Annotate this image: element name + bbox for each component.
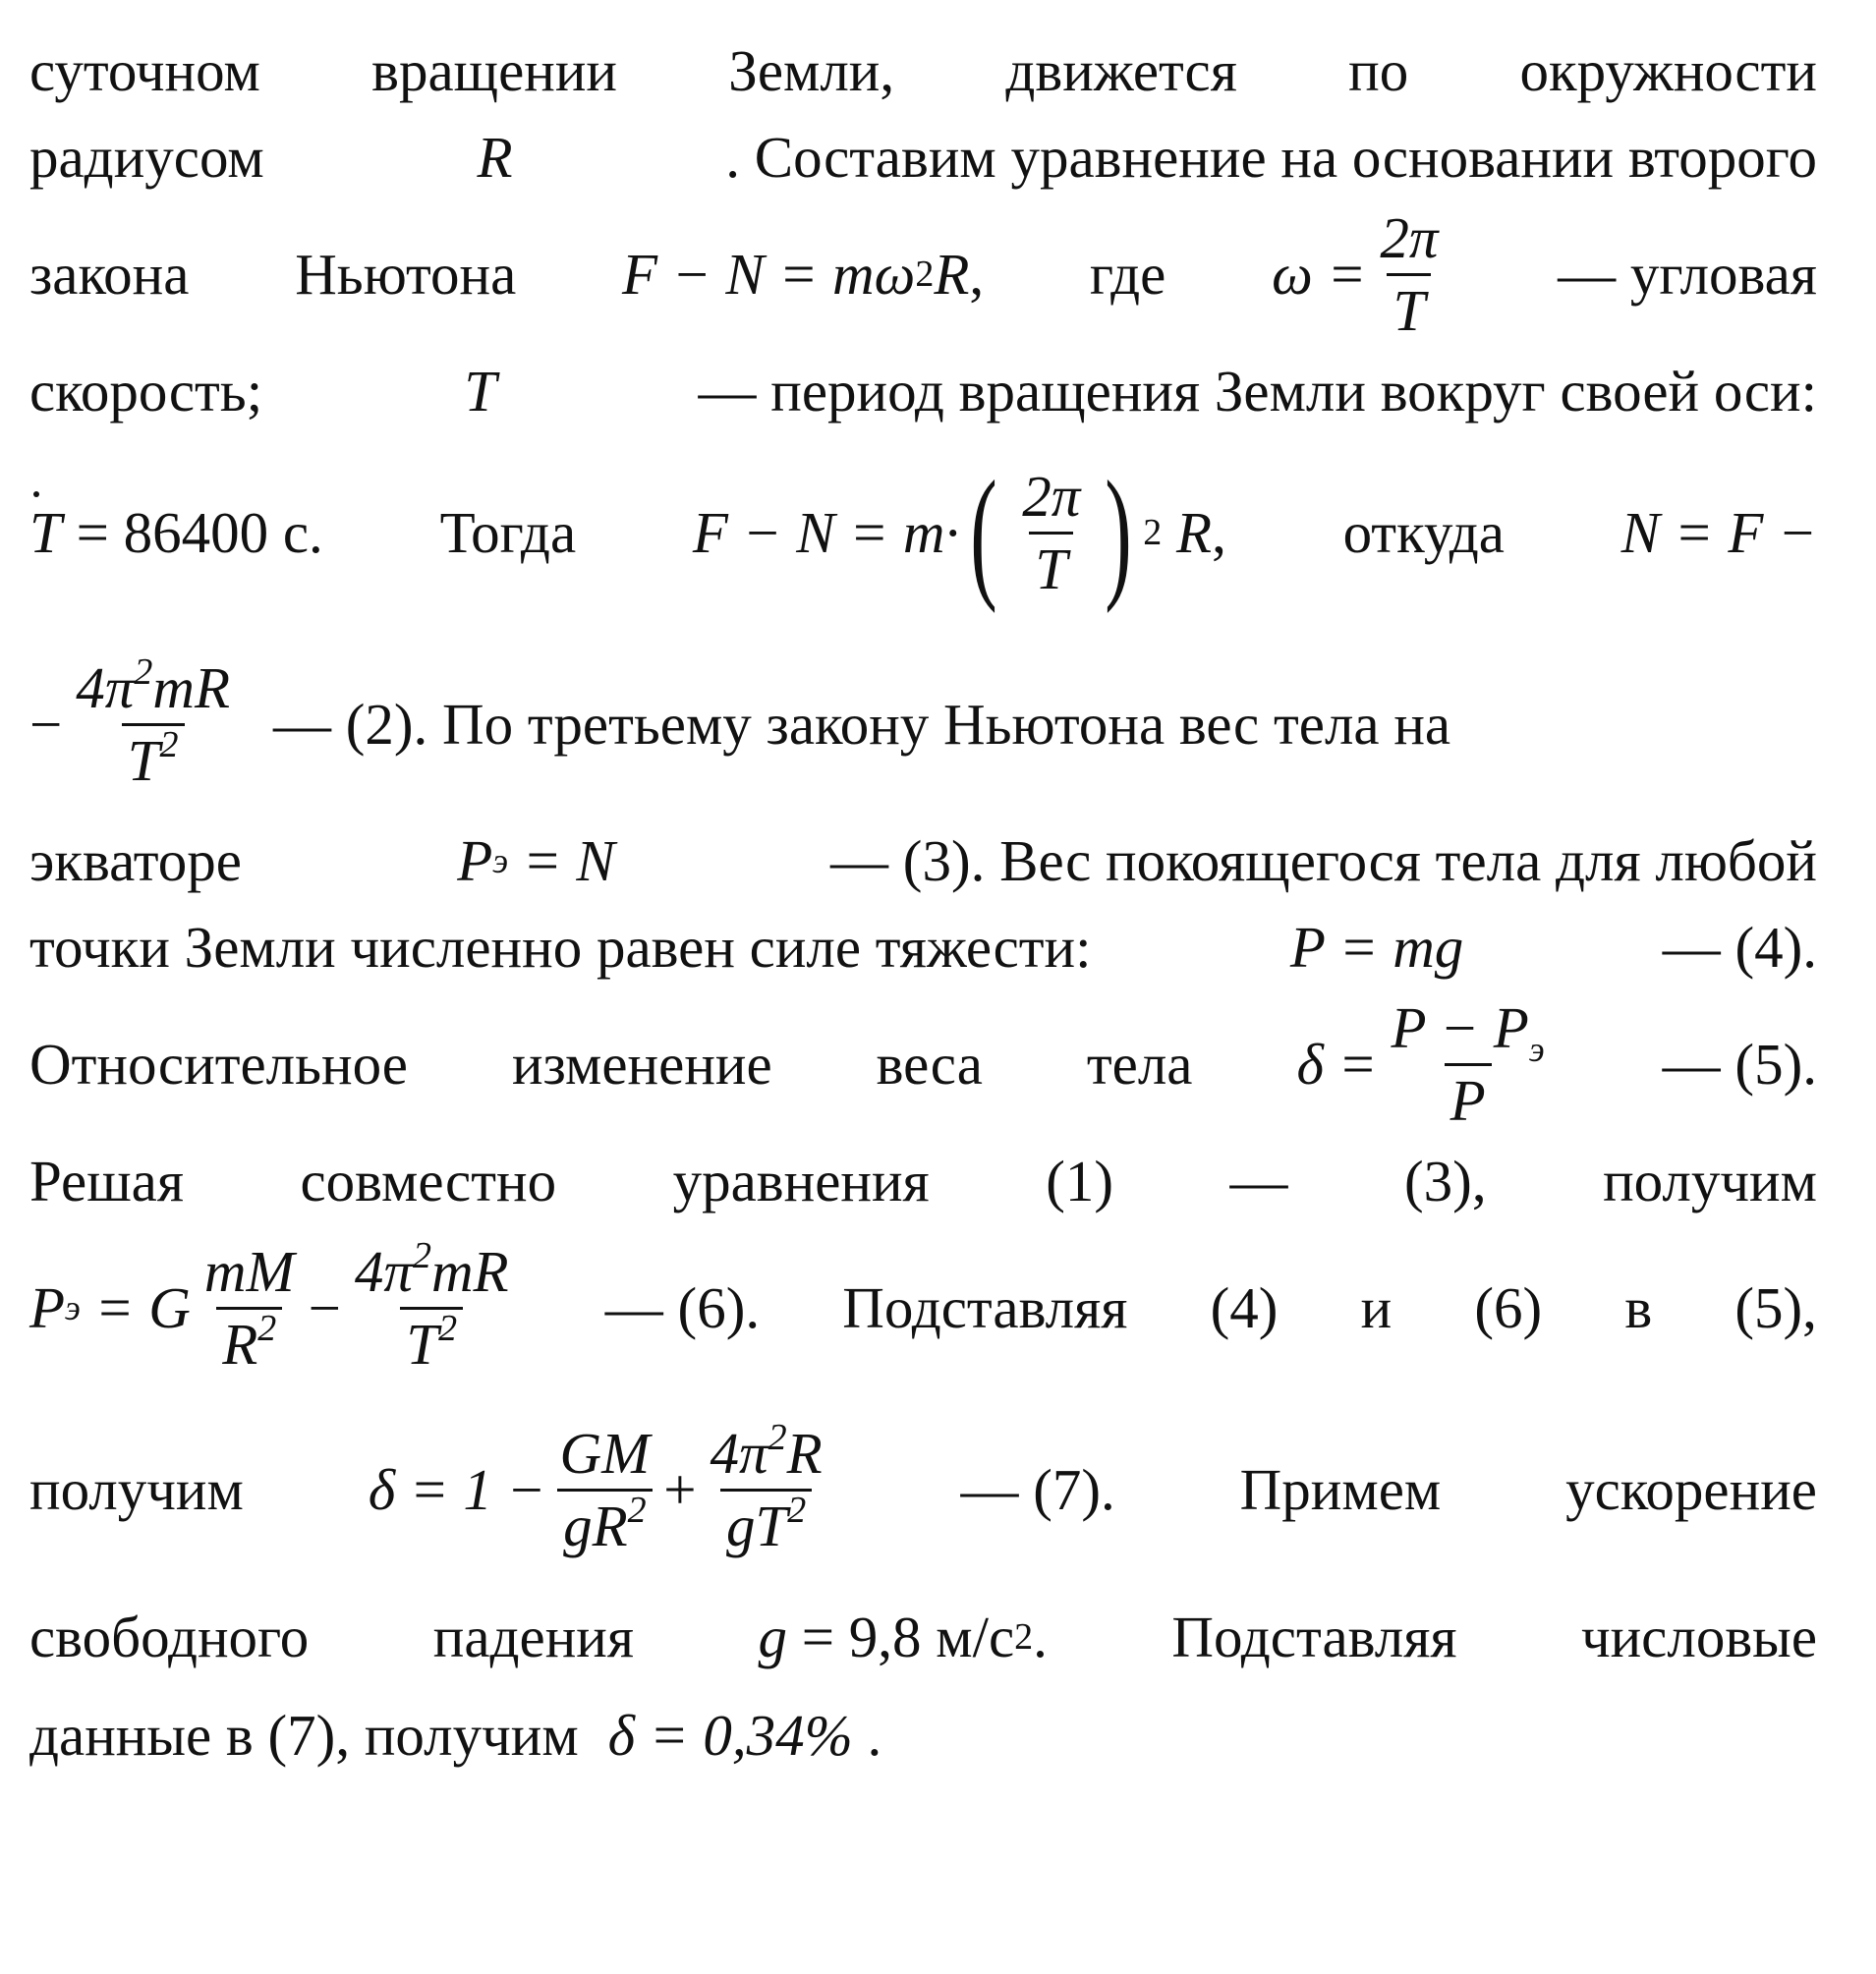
denominator: T (1387, 273, 1431, 340)
text-run: — (3). Вес покоящегося тела для любой (830, 827, 1817, 893)
numerator (705, 1416, 828, 1489)
stray-dot (33, 491, 39, 497)
formula-part: 4π (710, 1420, 768, 1486)
superscript: 2 (159, 723, 179, 765)
word: где (1089, 241, 1166, 307)
numerator (1385, 994, 1550, 1069)
word: получим (29, 1456, 244, 1522)
word: изменение (511, 1031, 772, 1097)
word: экваторе (29, 827, 242, 893)
text-run: . Составим уравнение на основании второго (725, 124, 1817, 190)
formula-part: R (786, 1420, 823, 1486)
text-run: — (2). По третьему закону Ньютона вес тела на (273, 691, 1451, 757)
word: (1) (1046, 1148, 1113, 1213)
formula-part: = 86400 (76, 499, 269, 565)
text-line-10 (29, 1138, 1817, 1224)
denominator: P (1445, 1063, 1492, 1130)
formula-part: N = F − (1620, 499, 1817, 565)
formula-part: δ = 1 − (368, 1456, 546, 1522)
numerator: GM (559, 1420, 651, 1486)
formula-part: δ = (1296, 1031, 1378, 1097)
word: (4) (1210, 1274, 1279, 1340)
text-line-3 (29, 200, 1817, 348)
fraction (1374, 204, 1444, 343)
formula-part: = N (522, 827, 615, 893)
word: числовые (1580, 1604, 1817, 1669)
minus-sign: − (308, 1274, 341, 1340)
fraction (349, 1234, 515, 1377)
superscript: 2 (787, 1489, 807, 1531)
fraction (1016, 463, 1086, 601)
unit: с. (282, 499, 323, 565)
punct: , (1212, 499, 1226, 565)
denominator (400, 1307, 463, 1377)
period-formula (29, 499, 323, 565)
text-line-6 (29, 631, 1817, 818)
formula-part: F − N = m· (692, 499, 960, 565)
word: по (1348, 37, 1409, 103)
normal-force-formula (29, 650, 244, 793)
word: — (1229, 1148, 1288, 1213)
math-var: P (457, 827, 493, 893)
word: — (6). (604, 1274, 761, 1340)
text-line-4 (29, 348, 1817, 434)
math-var: P (29, 1274, 66, 1340)
centripetal-formula (692, 451, 1226, 614)
formula-part: gR (563, 1493, 628, 1558)
result-formula (607, 1702, 882, 1768)
word: уравнения (672, 1148, 930, 1213)
formula-part: T (406, 1311, 439, 1377)
text-line-5 (29, 434, 1817, 631)
text-line-9 (29, 990, 1817, 1138)
numerator: 2π (1380, 204, 1439, 270)
text-line-7 (29, 818, 1817, 904)
formula-part: mR (430, 1238, 509, 1304)
minus-sign: − (29, 691, 63, 757)
gravity-weight-formula: P = mg (1289, 914, 1464, 980)
fraction (199, 1238, 301, 1377)
delta-expanded-formula (368, 1416, 836, 1558)
superscript: 2 (257, 1307, 277, 1349)
word: совместно (300, 1148, 557, 1213)
numerator: mM (203, 1238, 295, 1304)
math-var: T (29, 499, 62, 565)
word: Земли, (728, 37, 895, 103)
text-run: — (5). (1662, 1031, 1817, 1097)
text-run: — (4). (1662, 914, 1817, 980)
word: (5), (1734, 1274, 1817, 1340)
parenthesized-fraction: ( $\frac{2\pi}{T}$ ) 2 (970, 451, 1163, 614)
word: Подставляя (1171, 1604, 1457, 1669)
text-run: точки Земли численно равен силе тяжести: (29, 914, 1092, 980)
formula-part: R (934, 241, 970, 307)
punct: . (1033, 1604, 1048, 1669)
denominator (122, 723, 185, 793)
subscript: э (1528, 1029, 1545, 1069)
text-line-2 (29, 114, 1817, 200)
word: падения (432, 1604, 635, 1669)
left-paren: ( (970, 451, 998, 614)
newton-second-law-formula: F − N = mω 2 R , (622, 241, 985, 307)
superscript: 2 (627, 1489, 647, 1531)
fraction (70, 650, 236, 793)
word: Подставляя (842, 1274, 1128, 1340)
right-paren: ) (1105, 451, 1133, 614)
text-line-8 (29, 904, 1817, 990)
superscript: 2 (767, 1416, 787, 1458)
angular-velocity-formula (1272, 204, 1451, 343)
word: Ньютона (295, 241, 517, 307)
word: радиусом (29, 124, 264, 190)
word: и (1360, 1274, 1393, 1340)
fraction (554, 1420, 656, 1558)
word: вращении (371, 37, 618, 103)
formula-part: P − P (1391, 994, 1529, 1060)
equator-weight-expanded-formula: P э = G $\frac{mM}{R^2}$ − $\frac{4\pi^2mR}{T^2}$ (29, 1243, 523, 1374)
equator-weight-formula: P э = N (457, 827, 615, 893)
word: суточном (29, 37, 260, 103)
plus-sign: + (663, 1456, 697, 1522)
formula-part: = 9,8 м/с (801, 1604, 1015, 1669)
text-line-14 (29, 1686, 1817, 1784)
word: окружности (1519, 37, 1817, 103)
word: Тогда (439, 499, 577, 565)
word: Решая (29, 1148, 184, 1213)
denominator (216, 1307, 282, 1377)
text-line-13 (29, 1588, 1817, 1686)
gravity-acceleration-value: g = 9,8 м/с 2 . (758, 1604, 1048, 1669)
numerator (70, 650, 236, 723)
text-run: — угловая (1558, 241, 1817, 307)
superscript: 2 (134, 650, 153, 693)
denominator (557, 1489, 653, 1558)
math-var: T (464, 358, 497, 423)
relative-change-formula (1296, 994, 1558, 1133)
formula-part: δ = 0,34% (607, 1702, 853, 1768)
denominator (720, 1489, 812, 1558)
text-line-1 (29, 28, 1817, 114)
word: веса (876, 1031, 983, 1097)
denominator: T (1029, 532, 1073, 598)
word: откуда (1342, 499, 1505, 565)
formula-part: ω = (1272, 241, 1367, 307)
word: тела (1086, 1031, 1193, 1097)
formula-part: F − N = mω (622, 241, 916, 307)
word: — (7). (960, 1456, 1115, 1522)
word: движется (1005, 37, 1237, 103)
math-var: R (1176, 499, 1213, 565)
formula-part: 4π (354, 1238, 413, 1304)
formula-part: T (127, 727, 160, 793)
formula-part: = G (94, 1274, 191, 1340)
word: ускорение (1565, 1456, 1817, 1522)
text-run: данные в (7), получим (29, 1702, 579, 1768)
math-var: g (758, 1604, 787, 1669)
word: закона (29, 241, 190, 307)
math-var: R (477, 124, 513, 190)
text-line-11 (29, 1224, 1817, 1391)
word: Относительное (29, 1031, 408, 1097)
fraction (1385, 994, 1550, 1133)
numerator (349, 1234, 515, 1307)
formula-part: R (222, 1311, 258, 1377)
word: свободного (29, 1604, 310, 1669)
text-run: — период вращения Земли вокруг своей оси: (698, 358, 1817, 423)
numerator: 2π (1022, 463, 1081, 529)
word: скорость; (29, 358, 263, 423)
formula-part: gT (725, 1493, 788, 1558)
punct: , (969, 241, 985, 307)
word: Примем (1239, 1456, 1442, 1522)
formula-part: 4π (76, 654, 135, 720)
text-line-12 (29, 1391, 1817, 1588)
superscript: 2 (438, 1307, 458, 1349)
word: получим (1603, 1148, 1817, 1213)
fraction (705, 1416, 828, 1558)
word: (3), (1404, 1148, 1487, 1213)
word: в (1624, 1274, 1653, 1340)
superscript: 2 (412, 1234, 431, 1276)
punct: . (867, 1702, 882, 1768)
word: (6) (1474, 1274, 1543, 1340)
formula-part: mR (152, 654, 230, 720)
